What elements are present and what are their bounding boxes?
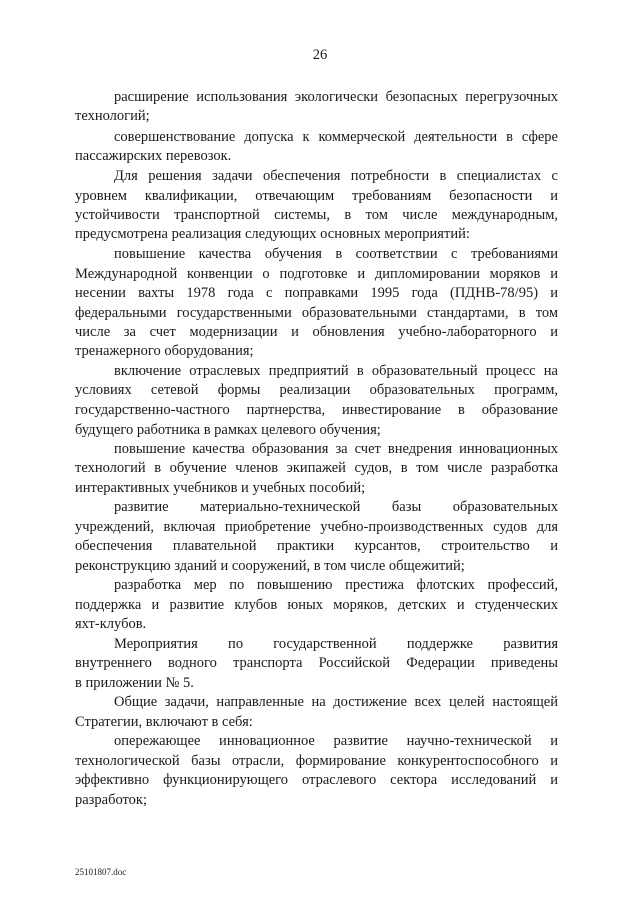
- text-line: поддержка и развитие клубов юных моряков, детских и студенческих: [75, 597, 558, 613]
- text-line: внутреннего водного транспорта Российской Федерации приведены: [75, 655, 558, 671]
- text-line: технологий;: [75, 108, 150, 124]
- text-line: пассажирских перевозок.: [75, 148, 232, 164]
- text-line: обеспечения плавательной практики курсантов, строительство и: [75, 538, 558, 554]
- text-line: учреждений, включая приобретение учебно-производственных судов для: [75, 519, 558, 535]
- text-line: будущего работника в рамках целевого обучения;: [75, 422, 381, 438]
- text-line: разработок;: [75, 792, 148, 808]
- text-line: тренажерного оборудования;: [75, 343, 254, 359]
- text-line: предусмотрена реализация следующих основных мероприятий:: [75, 226, 470, 242]
- text-line: разработка мер по повышению престижа флотских профессий,: [114, 577, 558, 593]
- text-line: включение отраслевых предприятий в образовательный процесс на: [114, 363, 558, 379]
- text-line: опережающее инновационное развитие научно-технической и: [114, 733, 558, 749]
- text-line: повышение качества образования за счет внедрения инновационных: [114, 441, 558, 457]
- text-line: реконструкцию зданий и сооружений, в том числе общежитий;: [75, 558, 465, 574]
- page-number: 26: [312, 47, 328, 63]
- text-line: Международной конвенции о подготовке и дипломировании моряков и: [75, 266, 558, 282]
- text-line: числе за счет модернизации и обновления учебно-лабораторного и: [75, 324, 558, 340]
- text-line: несении вахты 1978 года с поправками 1995 года (ПДНВ-78/95) и: [75, 285, 558, 301]
- text-line: эффективно функционирующего отраслевого сектора исследований и: [75, 772, 558, 788]
- text-line: Мероприятия по государственной поддержке развития: [114, 636, 558, 652]
- text-line: условиях сетевой формы реализации образовательных программ,: [75, 382, 558, 398]
- text-line: Для решения задачи обеспечения потребности в специалистах с: [114, 168, 558, 184]
- text-line: расширение использования экологически безопасных перегрузочных: [114, 89, 558, 105]
- text-line: интерактивных учебников и учебных пособий;: [75, 480, 366, 496]
- text-line: Стратегии, включают в себя:: [75, 714, 253, 730]
- text-line: яхт-клубов.: [75, 616, 147, 632]
- text-line: государственно-частного партнерства, инвестирование в образование: [75, 402, 558, 418]
- text-line: устойчивости транспортной системы, в том числе международным,: [75, 207, 558, 223]
- text-line: развитие материально-технической базы образовательных: [114, 499, 558, 515]
- text-line: в приложении № 5.: [75, 675, 194, 691]
- text-line: Общие задачи, направленные на достижение всех целей настоящей: [114, 694, 558, 710]
- text-line: совершенствование допуска к коммерческой деятельности в сфере: [114, 129, 558, 145]
- text-line: повышение качества обучения в соответствии с требованиями: [114, 246, 558, 262]
- text-line: технологий в обучение членов экипажей судов, в том числе разработка: [75, 460, 558, 476]
- text-line: технологической базы отрасли, формирование конкурентоспособного и: [75, 753, 558, 769]
- text-line: уровнем квалификации, отвечающим требованиям безопасности и: [75, 188, 558, 204]
- text-line: федеральными государственными образовательными стандартами, в том: [75, 305, 558, 321]
- footer-filename: 25101807.doc: [75, 867, 127, 877]
